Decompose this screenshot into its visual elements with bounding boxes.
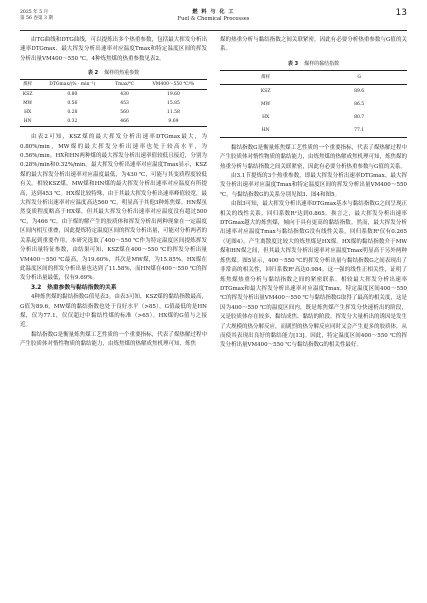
table-cell: 15.85: [166, 101, 180, 107]
table-row: [220, 111, 407, 124]
table-3-caption: [220, 61, 407, 68]
table-2-grid: [20, 79, 207, 127]
table-cell: HN: [23, 119, 32, 125]
table-row: [220, 98, 407, 111]
table-cell: 0.80: [67, 92, 78, 98]
table-cell: KSZ: [22, 92, 33, 98]
table-3-label: 表 3: [287, 60, 299, 67]
table-header-cell: 煤样: [23, 82, 33, 88]
journal-title: [20, 9, 407, 22]
table-3: [220, 61, 407, 138]
body-paragraph: 4种炼焦煤的黏结指数G值见表3。由表3可知，KSZ煤的黏结指数最高，G值为89.6，MW煤的黏结指数也处于良好水平（>85）。G值最低的是HN煤，仅为77.1，仅仅超过中黏结性煤的标准（>65）。HX煤的G值与之接近。: [20, 294, 207, 329]
table-3-grid: [220, 70, 407, 138]
journal-title-cn: 燃 料 与 化 工: [192, 9, 235, 15]
table-2-label: 表 2: [87, 70, 99, 77]
section-heading: 3.2 热重参数与黏结指数的关系: [31, 284, 117, 291]
intro-paragraph: 由TG曲线和DTG曲线，可以提炼出多个热重参数，包括最大挥发分析出速率DTGmax、最大挥发分析出速率对应温度Tmax和特定温度区间的挥发分析出量VM400～550 ℃。4种炼焦煤的热重参数见表2。: [20, 37, 207, 62]
table-row: [20, 117, 207, 127]
table-cell: 453: [120, 101, 129, 107]
body-paragraph: 由3.1节提炼的3个热重参数，即最大挥发分析出速率DTGmax、最大挥发分析出速率对应温度Tmax和特定温度区间的挥发分析出量VM400～550 ℃，与黏结指数G的关系分别见图3、图4和图5。: [220, 173, 407, 198]
table-cell: 0.56: [67, 101, 78, 107]
left-column: [20, 36, 207, 350]
table-header-cell: G: [357, 74, 361, 80]
table-row: [20, 99, 207, 108]
table-cell: 19.60: [166, 92, 180, 98]
table-row: [220, 84, 407, 98]
table-row: [20, 90, 207, 100]
table-2: [20, 70, 207, 127]
table-cell: 9.69: [168, 119, 179, 125]
table-cell: 86.5: [354, 101, 365, 107]
table-cell: 89.6: [354, 88, 365, 94]
table-cell: 466: [120, 119, 129, 125]
issue-volume: 第 56 卷第 3 期: [20, 16, 53, 21]
table-row: [20, 108, 207, 117]
table-cell: HN: [261, 127, 270, 133]
table-cell: HX: [262, 114, 270, 120]
body-paragraph: 煤的热重分析与黏结指数之间关联紧密，因此有必要分析热重参数与G值的关系。: [220, 37, 407, 53]
table-3-title: 煤样的黏结指数: [304, 60, 340, 67]
table-cell: 11.58: [166, 110, 180, 116]
table-cell: MW: [261, 101, 271, 107]
issue-date: 2025 年 5 月: [20, 10, 49, 15]
table-header-cell: DTGmax/(% · min⁻¹): [49, 82, 96, 88]
table-header-cell: Tmax/℃: [115, 82, 135, 88]
journal-title-en: Fuel & Chemical Processes: [177, 15, 250, 22]
right-column: [220, 36, 407, 351]
table-header-cell: VM400～550 ℃/%: [152, 82, 195, 88]
table-cell: 0.28: [67, 110, 78, 116]
header-rule: [20, 30, 407, 31]
table-cell: 560: [120, 110, 129, 116]
table-cell: 77.1: [354, 127, 365, 133]
body-paragraph: 黏结指数G是衡量炼焦煤工艺性质的一个重要指标，代表了煤热解过程中产生胶质体对惰性物质的黏结能力，由炼焦煤的热解成焦机理可知，炼焦: [20, 331, 207, 348]
table-header-row: [220, 70, 407, 84]
table-header-cell: 煤样: [261, 74, 271, 80]
table-cell: MW: [23, 101, 33, 107]
table-cell: 430: [120, 92, 129, 98]
body-paragraph: 由图3可知，最大挥发分析出速率DTGmax基本与黏结指数G之间呈现正相关的线性关系，回归系数R²达到0.865。换言之，最大挥发分析出速率DTGmax越大的炼焦煤，倾向于具有更高的黏结指数。然而，最大挥发分析出速率对应温度Tmax与黏结指数G没有线性关系，回归系数R²仅有0.265（见图4）。产生离散度比较大的炼焦煤是HX煤。HX煤的黏结指数介于MW煤和HN煤之间，但其最大挥发分析出速率对应温度Tmax明显高于另外两种炼焦煤。图5显示，400～550 ℃的挥发分析出量与黏结指数G之间表现出了非常高的相关性，回归系数R²高达0.984。这一强的线性正相关性，证明了炼焦煤热重分析与黏结指数之间的紧密联系。相较最大挥发分析出速率DTGmax和最大挥发分析出速率对应温度Tmax，特定温度区间400～550 ℃的挥发分析出量VM400～550 ℃与黏结指数G取得了最高的相关度，这是因为400～550 ℃的温度区间内，既是炼焦煤产生挥发分快速析出的阶段，又是胶质体存在较多、黏结成焦、黏结的阶段。挥发分大量析出的诱因是发生了大规模的热分解反应，而剧烈的热分解反应同时又会产生更多的胶质体，从而使其表现出良好的黏结能力[13]。因此，特定温度区间400～550 ℃的挥发分析出量VM400～550 ℃与黏结指数G的相关性最好。: [220, 201, 408, 349]
table-row: [220, 124, 407, 138]
table-cell: HX: [24, 110, 32, 116]
body-paragraph: 黏结指数G是衡量炼焦煤工艺性质的一个重要指标，代表了煤热解过程中产生胶质体对惰性物质的黏结能力，由炼焦煤的热解成焦机理可知，炼焦煤的热重分析与黏结指数之间关联紧密，因此有必要分析热重参数与G值的关系。: [220, 144, 408, 170]
body-paragraph: 由表2可知，KSZ煤的最大挥发分析出速率DTGmax最大，为0.80%/min，MW煤的最大挥发分析出速率也处于较高水平，为0.56%/min。HX和HN两种煤的最大挥发分析出速率值较低且接近，分别为0.28%/min和0.32%/min。最大挥发分析出速率对应温度Tmax显示，KSZ煤的最大挥发分析出速率对应温度最低，为430 ℃，可能与其变质程度较低有关。相较KSZ煤，MW煤和HN煤的最大挥发分析出速率对应温度有所提高，达到453 ℃。HX煤比较特殊，由于其最大挥发分析出速率峰值较宽，最大挥发分析出速率对应温度高达560 ℃，明显高于其他3种炼焦煤。HN煤虽然变质程度略高于HX煤，但其最大挥发分析出速率对应温度没有超过500 ℃，为466 ℃。由于煤的解产生的胶质体和挥发分析出两种现象在一定温度区间内相互重叠，因此提炼特定温度区间的挥发分析出量，可能对分析两者的关系起到重要作用。本研究选取了400～550 ℃作为特定温度区间提炼挥发分析出量特征参数，由结果可知，KSZ煤在400～550 ℃的挥发分析出量VM400～550 ℃最高，为19.60%，其次是MW煤，为15.85%。HX煤在此温度区间的挥发分析出量也达到了11.58%，而HN煤在400～550 ℃的挥发分析出量最低，仅有9.69%。: [20, 134, 208, 282]
page-header: [20, 8, 407, 30]
page-number: 13: [395, 8, 407, 18]
table-2-caption: [20, 70, 207, 77]
table-2-title: 煤样的热重参数: [104, 70, 140, 77]
table-cell: 80.7: [354, 114, 365, 120]
table-cell: KSZ: [260, 88, 271, 94]
table-cell: 0.32: [67, 119, 78, 125]
table-header-row: [20, 80, 207, 90]
